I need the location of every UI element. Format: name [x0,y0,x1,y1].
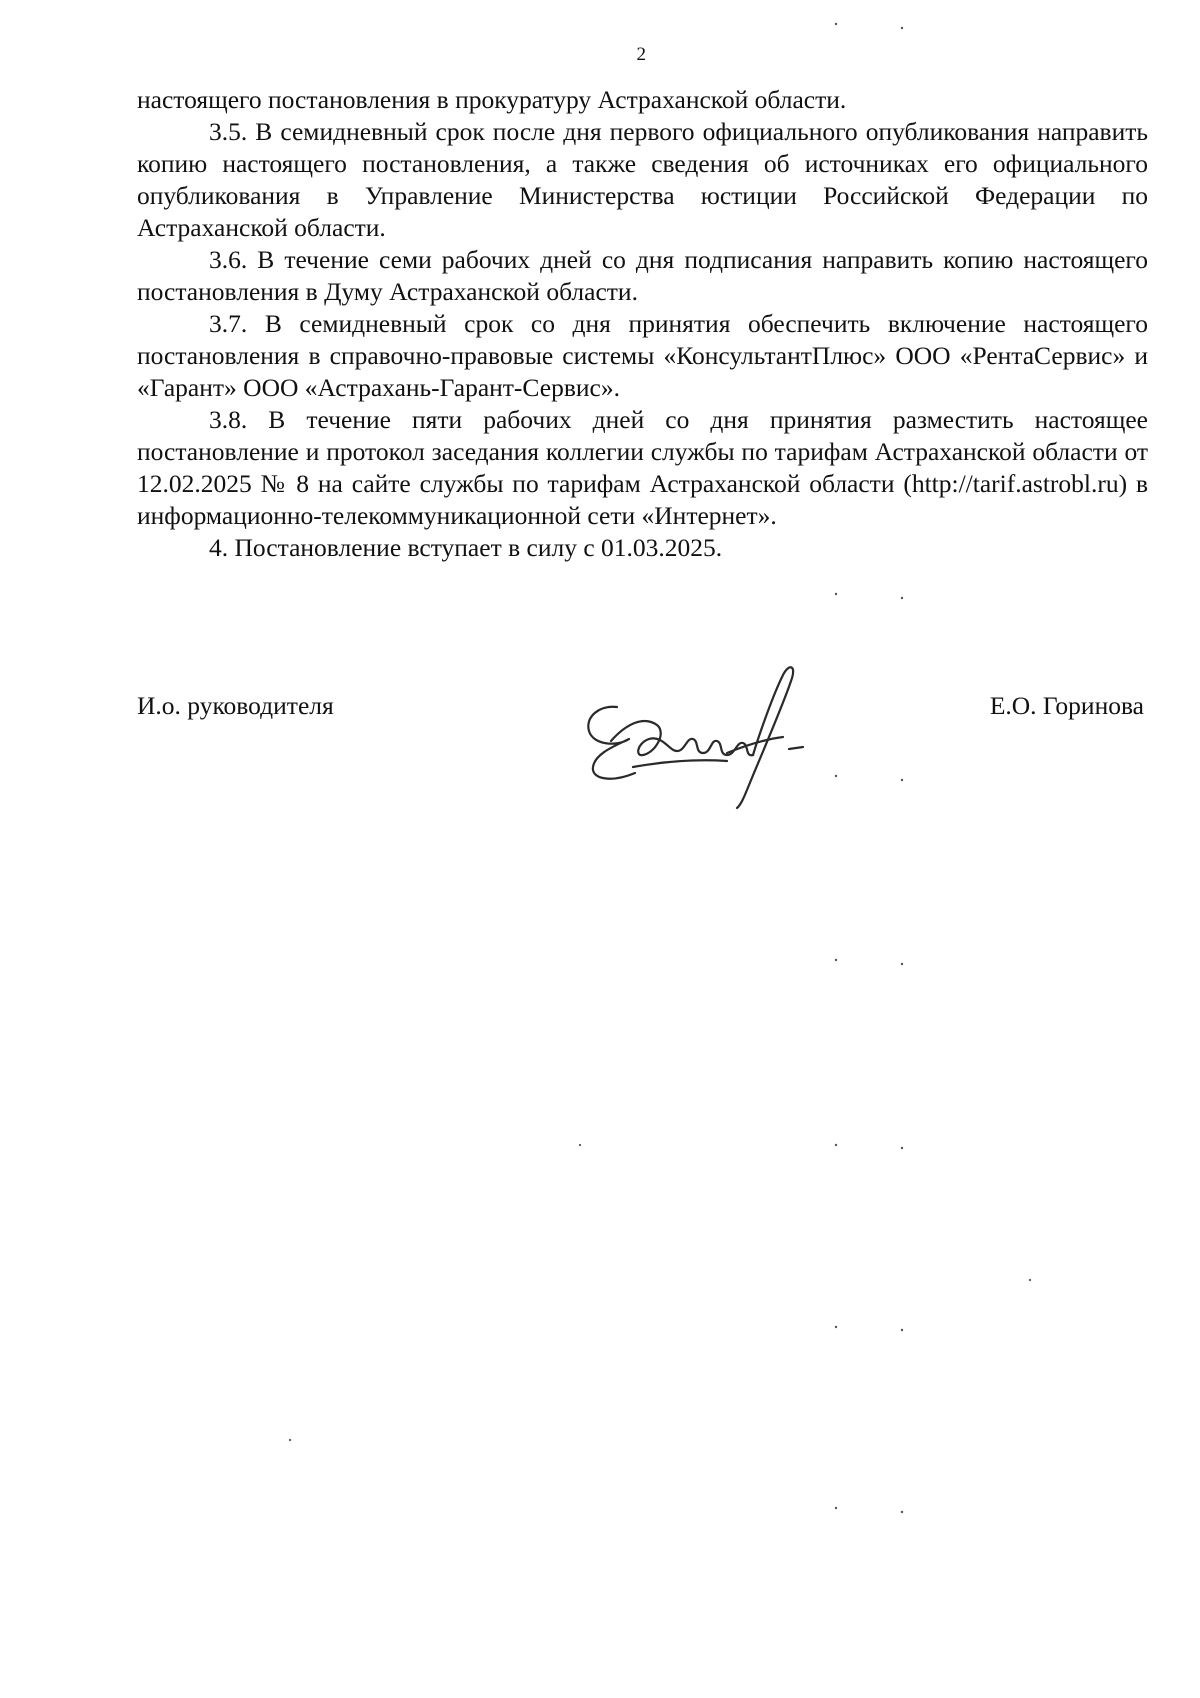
page-number: 2 [636,44,647,65]
handwritten-signature [577,655,817,810]
signature-block [137,682,1148,822]
paragraph-3-8: 3.8. В течение пяти рабочих дней со дня принятия разместить настоящее постановление и протокол заседания коллегии службы по тарифам Астраханской области от 12.02.2025 № 8 на сайте службы по тарифам Астраханской области (http://tarif.astrobl.ru) в информационно-телекоммуникационной сети «Интернет». [137,405,1148,530]
paragraph: настоящего постановления в прокуратуру Астраханской области. [137,85,847,114]
paragraph-3-6: 3.6. В течение семи рабочих дней со дня подписания направить копию настоящего постановления в Думу Астраханской области. [137,245,1148,306]
paragraph-3-7: 3.7. В семидневный срок со дня принятия обеспечить включение настоящего постановления в справочно-правовые системы «КонсультантПлюс» ООО «РентаСервис» и «Гарант» ООО «Астрахань-Гарант-Сервис». [137,309,1148,402]
paragraph-3-5: 3.5. В семидневный срок после дня первого официального опубликования направить копию настоящего постановления, а также сведения об источниках его официального опубликования в Управление Министерства юстиции Российской Федерации по Астраханской области. [137,117,1148,242]
signatory-position: И.о. руководителя [137,691,334,720]
document-body [137,84,1148,564]
signatory-name: Е.О. Горинова [989,691,1144,720]
paragraph-4: 4. Постановление вступает в силу с 01.03.2025. [209,533,723,562]
